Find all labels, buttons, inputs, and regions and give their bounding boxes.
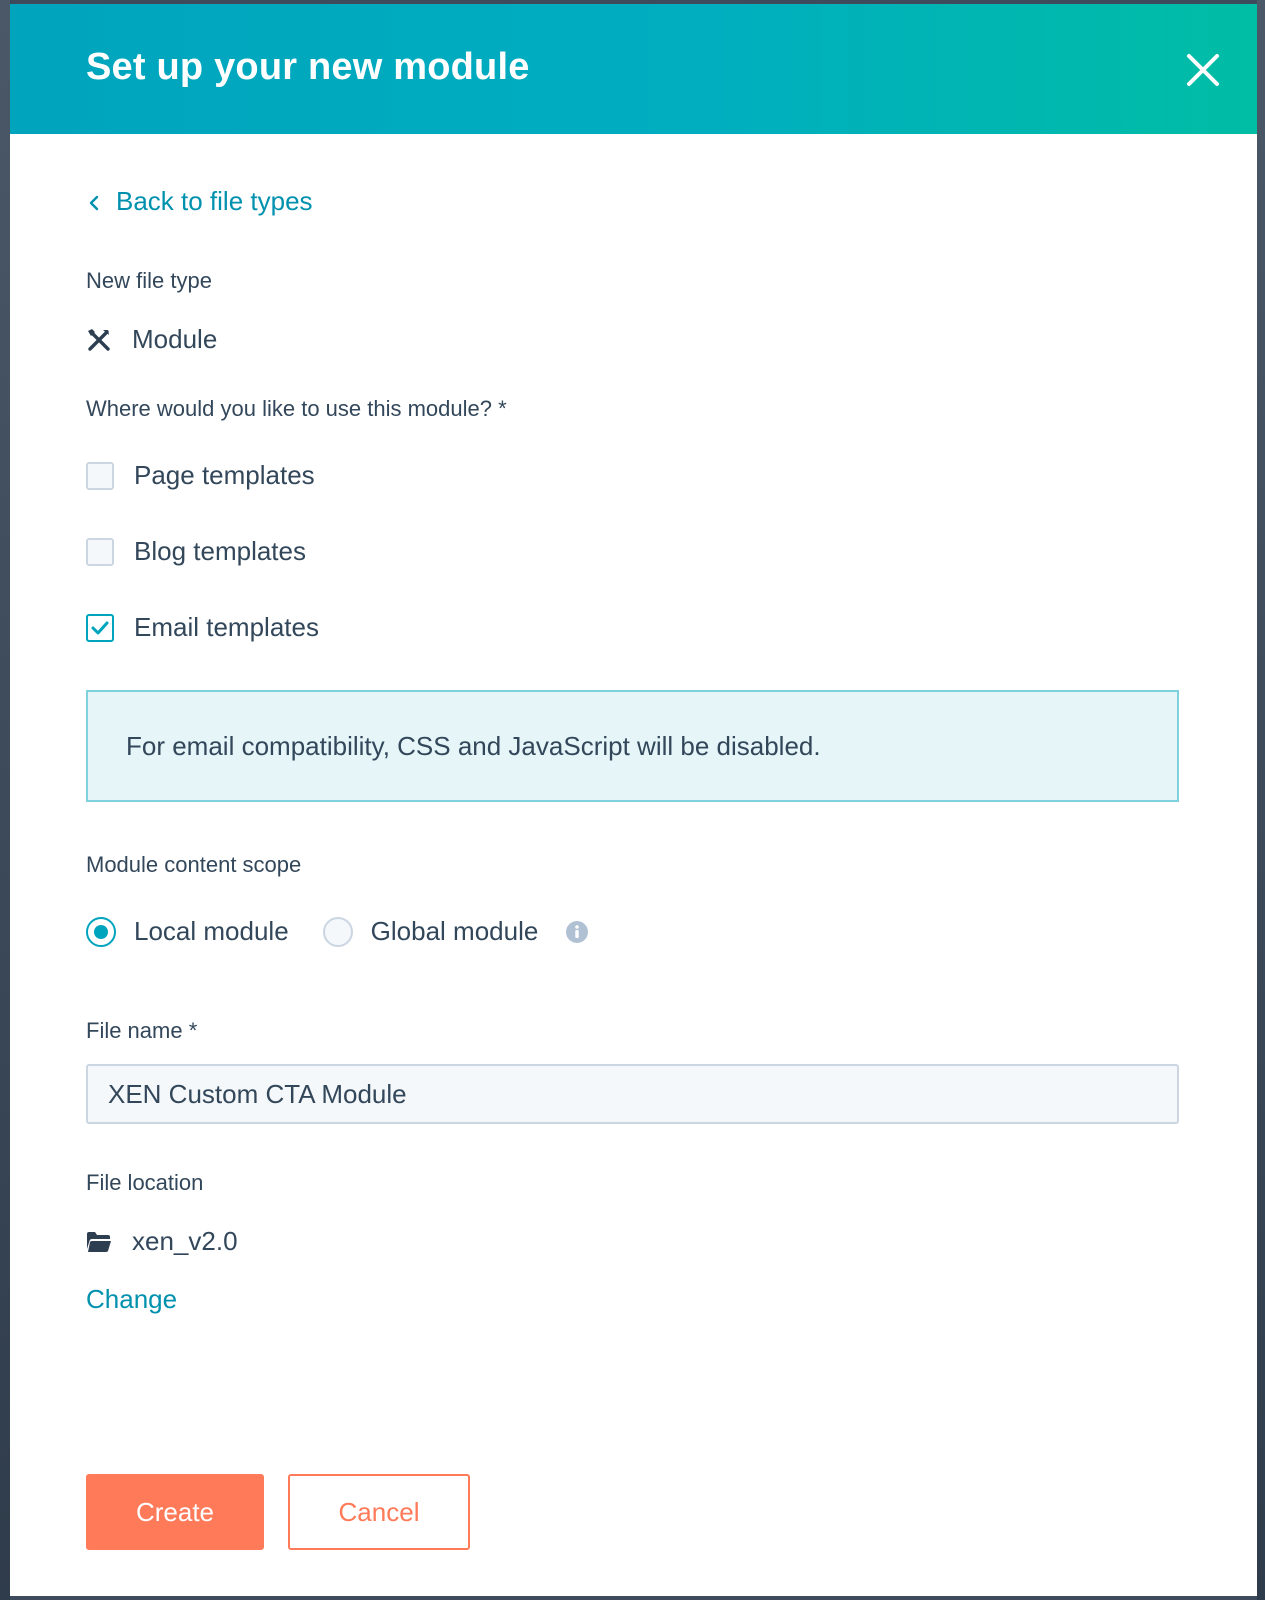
back-link-label: Back to file types [116,186,313,216]
page-templates-label: Page templates [134,460,315,490]
back-to-file-types-link[interactable] [86,186,313,217]
dialog-header [10,4,1257,134]
backdrop-right [1257,0,1265,1600]
backdrop-left [0,0,10,1600]
close-button[interactable] [1183,50,1223,90]
module-type-label: Module [132,324,218,354]
local-module-option[interactable] [86,916,289,947]
email-templates-checkbox[interactable] [86,614,114,642]
checkmark-icon [88,616,112,640]
local-module-radio[interactable] [86,917,116,947]
local-module-label: Local module [134,916,289,946]
email-templates-checkbox-row[interactable] [86,612,319,643]
setup-module-dialog [10,4,1257,1596]
dialog-title: Set up your new module [86,46,530,88]
blog-templates-checkbox[interactable] [86,538,114,566]
info-icon[interactable] [566,921,588,943]
change-location-link[interactable]: Change [86,1284,178,1314]
alert-text: For email compatibility, CSS and JavaScript will be disabled. [126,730,821,761]
global-module-radio[interactable] [323,917,353,947]
chevron-left-icon [86,195,102,211]
module-tools-icon [86,327,112,353]
new-file-type-label: New file type [86,268,212,293]
global-module-label: Global module [370,916,539,946]
file-name-label: File name * [86,1018,198,1043]
file-name-input[interactable] [86,1064,1179,1124]
file-location-value [86,1226,238,1257]
folder-name: xen_v2.0 [132,1226,238,1256]
module-scope-radio-group [86,916,588,947]
page-templates-checkbox-row[interactable] [86,460,315,491]
email-templates-label: Email templates [134,612,319,642]
close-icon [1183,50,1223,90]
create-button[interactable]: Create [86,1474,264,1550]
blog-templates-checkbox-row[interactable] [86,536,306,567]
email-compatibility-alert [86,690,1179,802]
folder-icon [86,1231,112,1253]
module-scope-label: Module content scope [86,852,302,877]
new-file-type-value [86,324,217,355]
blog-templates-label: Blog templates [134,536,306,566]
page-templates-checkbox[interactable] [86,462,114,490]
usage-question-label: Where would you like to use this module? * [86,396,507,421]
global-module-option[interactable] [323,916,539,947]
file-location-label: File location [86,1170,204,1195]
cancel-button[interactable]: Cancel [288,1474,470,1550]
